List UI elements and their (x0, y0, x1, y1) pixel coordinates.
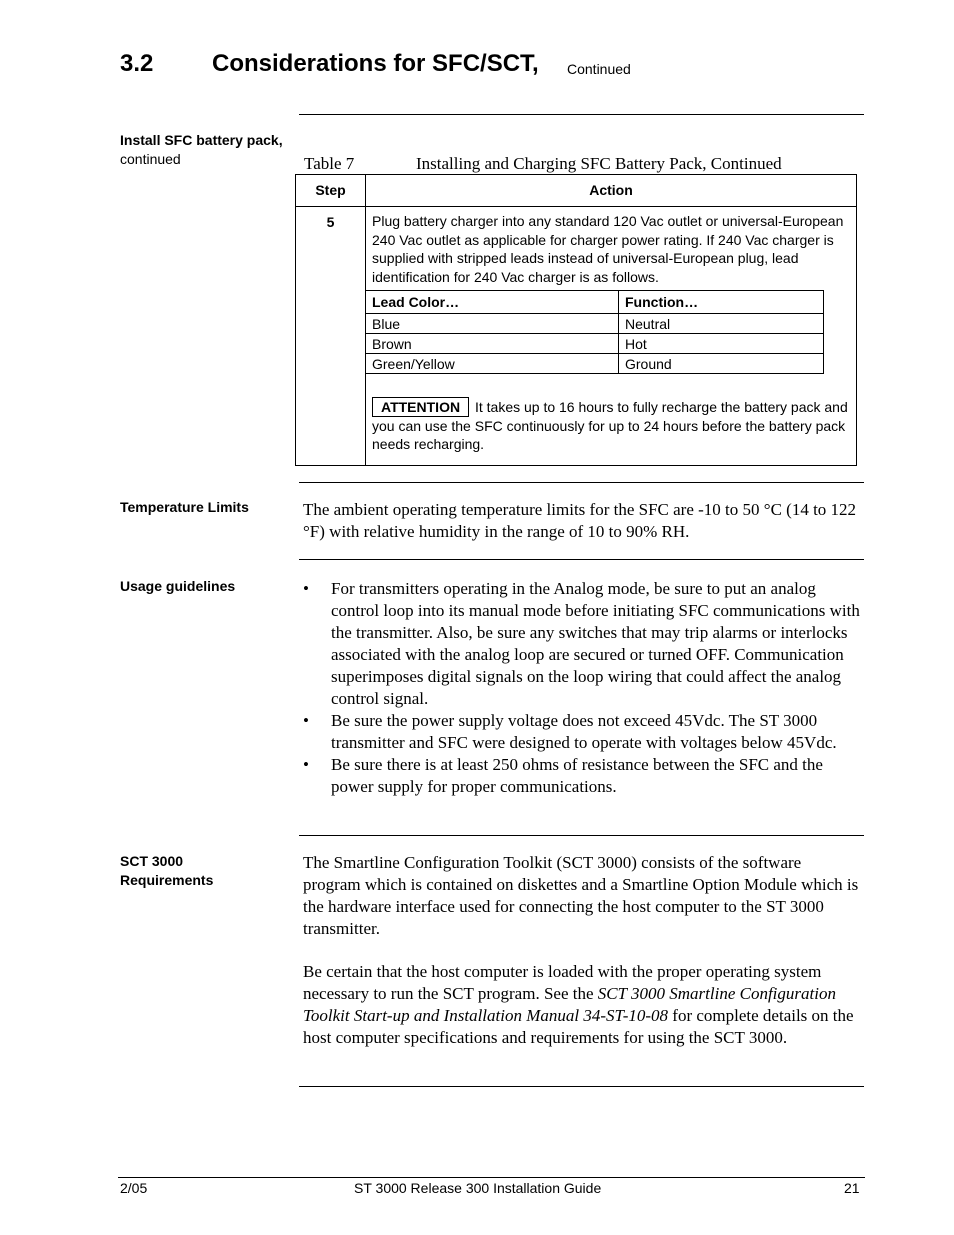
attention-badge: ATTENTION (372, 397, 469, 417)
sct-paragraph-2-start: Be certain that the host computer is loaded with the proper operating system necessary to run the SCT program. See the (303, 962, 822, 1003)
table-row (366, 314, 824, 334)
list-item (303, 710, 863, 754)
attention-note (372, 397, 850, 453)
list-item-text: Be sure there is at least 250 ohms of resistance between the SFC and the power supply for proper communications. (331, 755, 823, 796)
section-title: Considerations for SFC/SCT, (212, 50, 539, 77)
list-item (303, 754, 863, 798)
table-caption-text: Installing and Charging SFC Battery Pack, Continued (416, 154, 782, 173)
table-row (366, 354, 824, 374)
step-number: 5 (326, 214, 335, 230)
list-item (303, 578, 863, 710)
bullet-icon: • (303, 711, 309, 730)
section-divider (299, 482, 864, 483)
sct-text (303, 852, 863, 1049)
sct-paragraph-2-end: for complete details on the host computer specifications and requirements for using the SCT 3000. (303, 1006, 854, 1047)
section-divider (299, 1086, 864, 1087)
section-divider (299, 835, 864, 836)
lead-color-cell: Blue (366, 314, 619, 334)
table-row (366, 334, 824, 354)
side-label-battery-normal: continued (120, 151, 181, 167)
step-table (295, 174, 857, 466)
manual-reference: SCT 3000 Smartline Configuration Toolkit Start-up and Installation Manual 34-ST-10-08 (303, 984, 836, 1025)
table-caption-number: Table 7 (304, 154, 355, 173)
bullet-icon: • (303, 579, 309, 598)
attention-text: It takes up to 16 hours to fully recharge the battery pack and you can use the SFC continuously for up to 24 hours before the battery pack needs recharging. (372, 399, 848, 452)
header-step: Step (315, 182, 346, 198)
usage-guidelines-list (303, 578, 863, 798)
footer-divider (118, 1177, 865, 1178)
footer-document-title: ST 3000 Release 300 Installation Guide (354, 1180, 602, 1196)
sct-paragraph-1: The Smartline Configuration Toolkit (SCT 3000) consists of the software program which is contained on diskettes and a Smartline Option Module which is the hardware interface used for connecting the host computer to the ST 3000 transmitter. (303, 853, 859, 938)
continued-label: Continued (567, 61, 631, 77)
side-label-battery-bold: Install SFC battery pack, (120, 132, 283, 148)
sct-paragraph-2 (303, 961, 863, 1049)
section-divider (299, 114, 864, 115)
function-cell: Hot (619, 334, 824, 354)
lead-color-cell: Brown (366, 334, 619, 354)
list-item-text: Be sure the power supply voltage does not exceed 45Vdc. The ST 3000 transmitter and SFC were designed to operate with voltages below 45Vdc. (331, 711, 837, 752)
lead-color-cell: Green/Yellow (366, 354, 619, 374)
side-label-sct-line1: SCT 3000 (120, 853, 184, 869)
function-cell: Neutral (619, 314, 824, 334)
side-label-temperature: Temperature Limits (120, 499, 249, 515)
footer-page-number: 21 (844, 1180, 860, 1196)
temperature-paragraph: The ambient operating temperature limits for the SFC are -10 to 50 °C (14 to 122 °F) with relative humidity in the range of 10 to 90% RH. (303, 500, 857, 541)
temperature-text (303, 499, 863, 543)
side-label-sct-line2: Requirements (120, 872, 214, 888)
list-item-text: For transmitters operating in the Analog mode, be sure to put an analog control loop into its manual mode before initiating SFC communications with the transmitter. Also, be sure any switches that may trip alarms or interlocks associated with the analog loop are secured or turned OFF. Communication superimposes digital signals on the loop wiring that could affect the analog control signal. (331, 579, 860, 708)
side-label-usage: Usage guidelines (120, 578, 236, 594)
bullet-icon: • (303, 755, 309, 774)
section-divider (299, 559, 864, 560)
side-label-battery (120, 131, 290, 169)
section-number: 3.2 (120, 50, 154, 77)
footer-date: 2/05 (120, 1180, 148, 1196)
side-label-sct (120, 852, 290, 890)
header-action: Action (589, 182, 633, 198)
function-header: Function… (619, 291, 824, 314)
step-description: Plug battery charger into any standard 120 Vac outlet or universal-European 240 Vac outlet as applicable for charger power rating. If 240 Vac charger is supplied with stripped leads instead of universal-European plug, lead identification for 240 Vac charger is as follows. (372, 213, 844, 285)
lead-color-table (365, 290, 824, 374)
function-cell: Ground (619, 354, 824, 374)
lead-color-header: Lead Color… (366, 291, 619, 314)
lead-table-header-row (366, 291, 824, 314)
